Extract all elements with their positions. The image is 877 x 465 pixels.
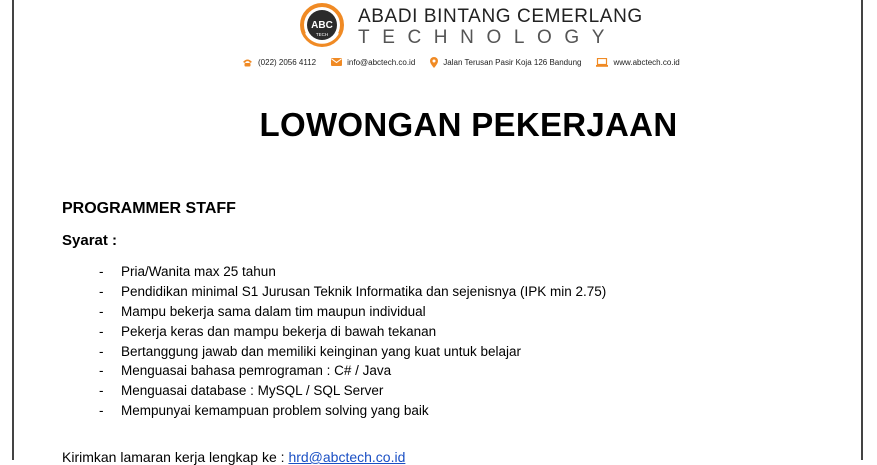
list-item xyxy=(99,262,606,282)
contact-website xyxy=(596,58,679,67)
logo-subtext: TECH xyxy=(315,32,329,37)
requirement-text: Menguasai bahasa pemrograman : C# / Java xyxy=(121,363,392,379)
application-instruction xyxy=(62,449,405,465)
requirement-text: Pekerja keras dan mampu bekerja di bawah tekanan xyxy=(121,323,437,339)
website-text: www.abctech.co.id xyxy=(613,57,680,67)
list-item xyxy=(99,381,606,401)
requirement-text: Mempunyai kemampuan problem solving yang baik xyxy=(121,403,429,419)
contact-email xyxy=(331,58,415,67)
page-title: LOWONGAN PEKERJAAN xyxy=(259,106,678,143)
list-item xyxy=(99,342,606,362)
company-subtitle: TECHNOLOGY xyxy=(358,27,618,48)
company-name: ABADI BINTANG CEMERLANG xyxy=(358,6,643,27)
bullet: - xyxy=(99,403,104,419)
list-item xyxy=(99,361,606,381)
bullet: - xyxy=(99,323,104,339)
bullet: - xyxy=(99,264,104,279)
address-text: Jalan Terusan Pasir Koja 126 Bandung xyxy=(443,57,582,67)
requirement-text: Bertanggung jawab dan memiliki keinginan yang kuat untuk belajar xyxy=(121,343,522,359)
list-item xyxy=(99,282,606,302)
bullet: - xyxy=(99,283,104,299)
phone-icon xyxy=(242,58,253,67)
bullet: - xyxy=(99,363,104,379)
list-item xyxy=(99,322,606,342)
bullet: - xyxy=(99,343,104,359)
contact-address xyxy=(430,57,581,68)
list-item xyxy=(99,401,606,421)
requirements-list xyxy=(99,262,606,421)
email-text: info@abctech.co.id xyxy=(347,57,416,67)
requirement-text: Mampu bekerja sama dalam tim maupun individual xyxy=(121,303,426,319)
contact-phone xyxy=(242,58,316,67)
company-logo xyxy=(300,3,344,47)
requirement-text: Pria/Wanita max 25 tahun xyxy=(121,264,276,279)
requirement-text: Pendidikan minimal S1 Jurusan Teknik Informatika dan sejenisnya (IPK min 2.75) xyxy=(121,283,607,299)
laptop-icon xyxy=(596,58,608,67)
bullet: - xyxy=(99,303,104,319)
letterhead xyxy=(0,0,877,80)
phone-text: (022) 2056 4112 xyxy=(258,57,317,67)
requirement-text: Menguasai database : MySQL / SQL Server xyxy=(121,383,384,399)
hr-email-link[interactable]: hrd@abctech.co.id xyxy=(288,449,406,465)
position-heading: PROGRAMMER STAFF xyxy=(62,200,236,217)
requirements-label: Syarat : xyxy=(62,232,118,249)
location-pin-icon xyxy=(430,57,438,68)
logo-text: ABC xyxy=(311,20,333,31)
list-item xyxy=(99,302,606,322)
mail-icon xyxy=(331,58,342,66)
footer-text: Kirimkan lamaran kerja lengkap ke : xyxy=(62,449,289,465)
bullet: - xyxy=(99,383,104,399)
contact-row xyxy=(242,55,695,69)
